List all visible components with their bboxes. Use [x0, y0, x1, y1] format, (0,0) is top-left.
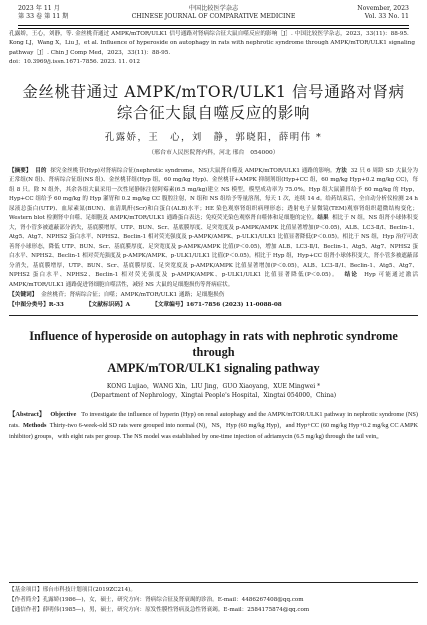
objective-en-text: To investigate the influence of hyperin (Hyp) on renal autophagy and the AMPK/mTOR/ULK1 pathway in nephrotic syndrome (NS) rats. — [9, 410, 418, 430]
abstract-cn — [9, 167, 418, 291]
doi-link[interactable]: doi：10.3969/j.issn.1671-7856. 2023. 11. 012 — [9, 59, 140, 66]
footnote-corresponding: 【通信作者】薛明伟(1985—)，男，硕士，研究方向：原发性膜性肾病及急性肾衰竭。E-mail：2584175874@qq.com — [9, 607, 310, 613]
methods-text: 32 只 6 周龄 SD 大鼠分为正常组(N 组)、肾病综合征组(NS 组)、金丝桃苷组(Hyp 组，60 mg/kg Hyp)、金丝桃苷+AMPK 抑制剂组(Hyp+CC 组，60 mg/kg Hyp+0.2 mg/kg CC)，每组 8 只。除 N 组外，其余各组大鼠采用一次性尾静脉注射阿霉素(6.5 mg/kg)建立 NS 模型，模型成功率为 75.0%。Hyp 组大鼠灌胃给予 60 mg/kg 的 Hyp，Hyp+CC 组给予 60 mg/kg 的 Hyp 灌胃和 0.2 mg/kg CC 腹腔注射，N 组和 NS 组给予等量溶剂，每天 1 次，连续 14 d。给药结束后，全自动分析仪检测 24 h 尿液总蛋白(UTP)、血尿素氮(BUN)、血清肌酐(Scr)和白蛋白(ALB)水平；HE 染色观察肾组织病理形态；透射电子显微镜(TEM)观察肾组织超微结构变化；Western blot 检测肾中自噬、足细胞及 AMPK/mTOR/ULK1 通路蛋白表达；免疫荧光染色观察肾自噬体和足细胞的定位。 — [9, 167, 419, 222]
footnote-author: 【作者简介】孔露娇(1986—)，女，硕士，研究方向：肾病综合征及肾衰竭的诊治。E-mail：4486267408@qq.com — [9, 597, 304, 603]
abstract-en — [9, 409, 418, 443]
abstract-label: 【摘要】 — [9, 167, 32, 174]
classification-line — [9, 301, 418, 310]
section-divider — [9, 315, 418, 316]
methods-en-label: Methods — [22, 422, 47, 430]
methods-en-text: Thirty-two 6-week-old SD rats were grouped into normal (N)，NS，Hyp (60 mg/kg Hyp)，and Hyp+CC (60 mg/kg Hyp+0.2 mg/kg CC AMPK inhibitor) groups，with eight rats per group. The NS model was established by one-time injection of adriamycin (6.5 mg/kg) through the tail vein。 — [9, 422, 419, 441]
keywords-cn: 【关键词】 金丝桃苷；肾病综合征；自噬；AMPK/mTOR/ULK1 通路；足细胞损伤 — [9, 292, 225, 299]
footnotes — [9, 582, 418, 615]
objective-en-label: Objective — [50, 410, 77, 418]
footnote-fund: 【基金项目】邢台市科技计划项目(2019ZC214)。 — [9, 587, 136, 593]
results-text: 相比于 N 组，NS 组肾小球体积变大，肾小管多被遮蔽部分消失，基底膜增厚，UTP、BUN、Scr、基底膜厚度、足突宽度及 p-AMPK/AMPK 比值显著增加(P＜0.05)，ALB、LC3-Ⅱ/Ⅰ、Beclin-1、Atg5、Atg7、NPHS2 蛋白水平、NPHS2、Beclin-1 相对荧光强度及 p-AMPK/AMPK、p-ULK1/ULK1 比值显著降低(P＜0.05)。相比于 NS 组，Hyp 治疗可改善肾小球形态，降低 UTP、BUN、Scr、基底膜厚度、足突宽度及 p-AMPK/AMPK 比值(P＜0.05)，增加 ALB、LC3-Ⅱ/Ⅰ、Beclin-1、Atg5、Atg7、NPHS2 蛋白水平、NPHS2、Beclin-1 相对荧光强度及 p-AMPK/AMPK、p-ULK1/ULK1 比值(P＜0.05)。相比于 Hyp 组，Hyp+CC 组肾小球体积变大，肾小管多被遮蔽部分消失，基底膜增厚，UTP、BUN、Scr、基底膜厚度、足突宽度及 p-AMPK/AMPK 比值显著增加(P＜0.05)，ALB、LC3-Ⅱ/Ⅰ、Beclin-1、Atg5、Atg7、NPHS2 蛋白水平、NPHS2、Beclin-1 相对荧光强度及 p-AMPK/AMPK、p-ULK1/ULK1 比值显著降低(P＜0.05)。 — [9, 215, 419, 279]
authors-cn: 孔露娇，王 心，刘 静，郭晓阳，薛明伟 * — [104, 131, 323, 143]
header-rule — [18, 25, 409, 29]
article-number: 【文章编号】1671-7856 (2023) 11-0088-08 — [152, 301, 282, 308]
objective-label: 目的 — [35, 167, 47, 174]
results-label: 结果 — [317, 215, 329, 222]
header-volume: November, 2023 Vol. 33 No. 11 — [357, 5, 409, 20]
affiliation-en: (Department of Nephrology，Xingtai People's Hospital，Xingtai 054000，China) — [90, 391, 337, 399]
methods-label: 方法 — [335, 167, 347, 174]
document-code: 【文献标识码】A — [85, 301, 131, 308]
conclusion-text: Hyp 可能通过激活 AMPK/mTOR/ULK1 通路促进肾细胞自噬活性，减轻 NS 大鼠的足细胞损伤等肾病症状。 — [9, 272, 418, 288]
article-title-en: Influence of hyperoside on autophagy in rats with nephrotic syndrome through AMPK/mTOR/ULK1 signaling pathway — [29, 328, 398, 375]
affiliation-cn: （邢台市人民医院肾内科，河北 邢台 054000） — [148, 149, 279, 156]
header-issue-date: 2023 年 11 月 第 33 卷 第 11 期 — [18, 5, 69, 20]
citation-cn: 孔露娇，王心，刘静，等. 金丝桃苷通过 AMPK/mTOR/ULK1 信号通路对肾病综合征大鼠自噬反应的影响［J］. 中国比较医学杂志，2023，33(11)：88-95. — [9, 31, 409, 37]
header-journal-name: 中国比较医学杂志 CHINESE JOURNAL OF COMPARATIVE MEDICINE — [131, 5, 296, 20]
objective-text: 探究金丝桃苷(Hyp)对肾病综合征(nephrotic syndrome，NS)大鼠肾自噬及 AMPK/mTOR/ULK1 通路的影响。 — [50, 167, 336, 174]
clc-number: 【中图分类号】R-33 — [9, 301, 64, 308]
running-header — [9, 0, 418, 28]
article-title-cn: 金丝桃苷通过 AMPK/mTOR/ULK1 信号通路对肾病 综合征大鼠自噬反应的影响 — [22, 82, 405, 122]
footnote-rule — [9, 582, 418, 583]
citation-block — [9, 30, 418, 68]
authors-en: KONG Lujiao，WANG Xin，LIU Jing，GUO Xiaoyang，XUE Mingwei * — [106, 382, 321, 390]
conclusion-label: 结论 — [344, 272, 359, 279]
citation-en: Kong LJ，Wang X，Liu J，et al. Influence of hyperoside on autophagy in rats with nephrotic syndrome through AMPK/mTOR/ULK1 signaling pathway［J］. Chin J Comp Med，2023，33(11)：88-95. — [9, 40, 415, 56]
abstract-en-label: 【Abstract】 — [9, 410, 46, 418]
